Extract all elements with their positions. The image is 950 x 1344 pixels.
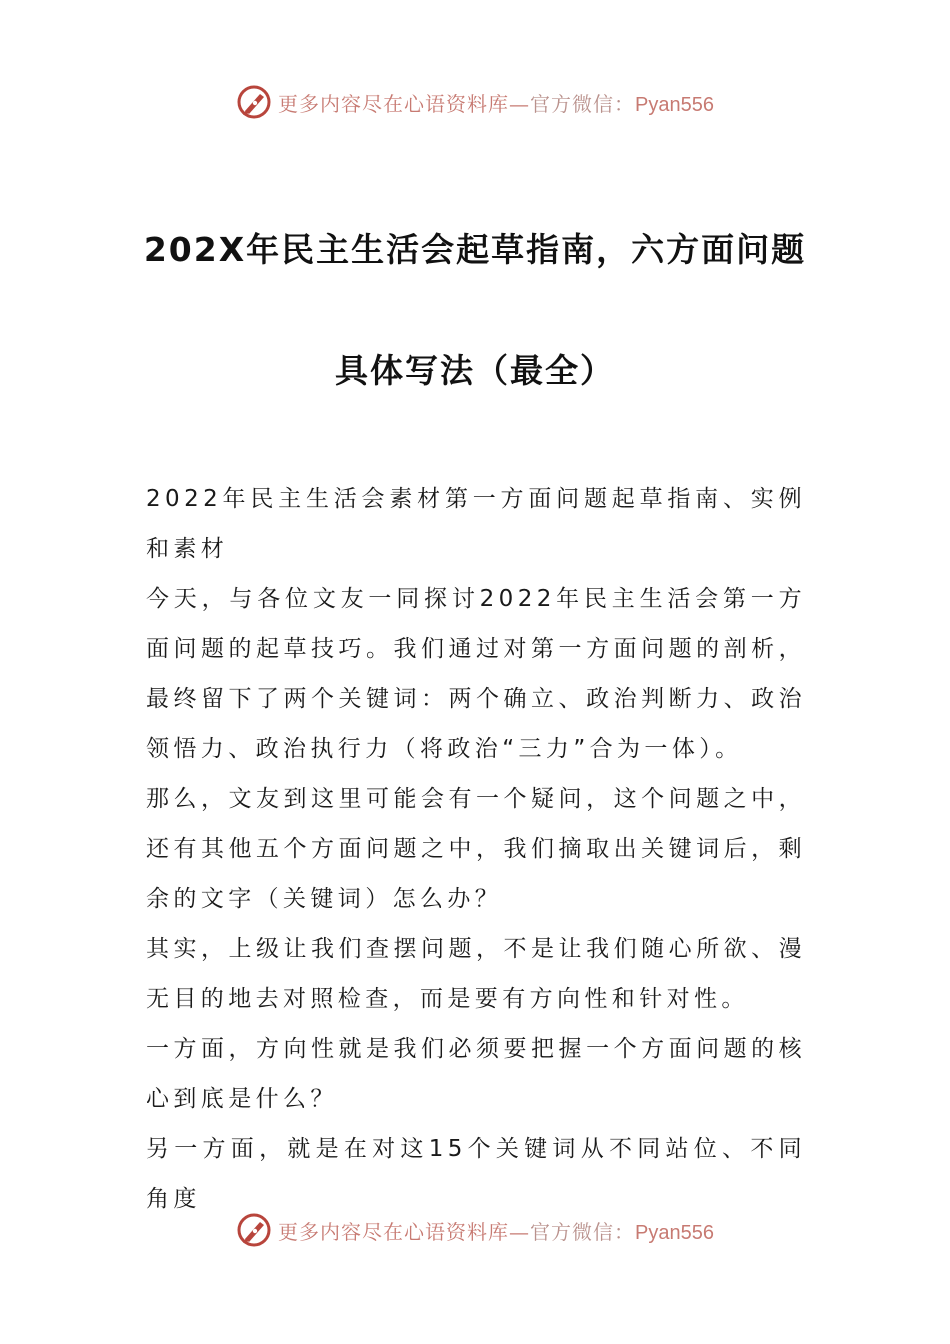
banner-site-text: 更多内容尽在心语资料库: [278, 1219, 510, 1244]
document-title-line-1: 202X年民主生活会起草指南，六方面问题: [143, 230, 807, 269]
banner-separator: —: [509, 91, 531, 116]
banner-wechat-label: 官方微信：: [530, 1219, 636, 1244]
header-banner: [0, 82, 950, 122]
banner-account: Pyan556: [635, 1221, 714, 1244]
document-body: [146, 474, 806, 1224]
body-paragraph: 那么，文友到这里可能会有一个疑问，这个问题之中，还有其他五个方面问题之中，我们摘取出关键词后，剩余的文字（关键词）怎么办？: [146, 786, 806, 912]
banner-site-text: 更多内容尽在心语资料库: [278, 91, 510, 116]
banner-separator: —: [509, 1219, 531, 1244]
banner-wechat-label: 官方微信：: [530, 91, 636, 116]
body-paragraph: 另一方面，就是在对这15个关键词从不同站位、不同角度: [146, 1136, 806, 1212]
banner-text: [278, 88, 714, 117]
document-title-line-2: 具体写法（最全）: [335, 351, 615, 390]
pen-circle-logo-icon: [236, 84, 272, 120]
body-paragraph: 今天，与各位文友一同探讨2022年民主生活会第一方面问题的起草技巧。我们通过对第一方面问题的剖析，最终留下了两个关键词：两个确立、政治判断力、政治领悟力、政治执行力（将政治“三力”合为一体）。: [146, 586, 806, 762]
body-paragraph: 2022年民主生活会素材第一方面问题起草指南、实例和素材: [146, 486, 806, 562]
body-paragraph: 其实，上级让我们查摆问题，不是让我们随心所欲、漫无目的地去对照检查，而是要有方向性和针对性。: [146, 936, 806, 1012]
pen-circle-logo-icon: [236, 1212, 272, 1248]
footer-banner: [0, 1210, 950, 1250]
body-paragraph: 一方面，方向性就是我们必须要把握一个方面问题的核心到底是什么？: [146, 1036, 806, 1112]
banner-text: [278, 1216, 714, 1245]
banner-account: Pyan556: [635, 93, 714, 116]
